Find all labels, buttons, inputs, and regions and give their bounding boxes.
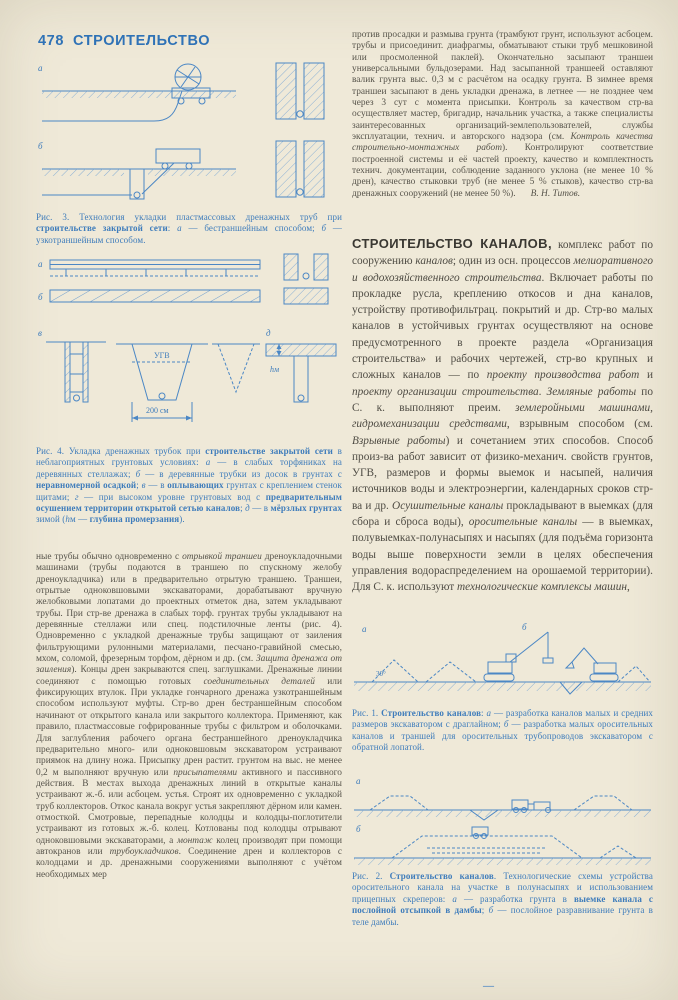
fig4-staging-cross-section bbox=[284, 254, 328, 280]
fig3-label-a: а bbox=[38, 63, 43, 73]
fig4-label-ugv: УГВ bbox=[154, 351, 170, 360]
figure-3 bbox=[36, 57, 342, 209]
fig4-shielded-trench bbox=[46, 342, 106, 402]
print-mark: — bbox=[483, 980, 494, 992]
fig4-label-v: в bbox=[38, 328, 42, 338]
fig1-dragline-excavator bbox=[484, 632, 553, 681]
fig4-label-dim: 200 см bbox=[146, 406, 169, 415]
fig2-drawing bbox=[352, 772, 653, 868]
fig1-caption: Рис. 1. Строительство каналов: а — разработка каналов малых и средних размеров экскаватором с драглайном; б — разработка малых оросительных каналов и траншей для оросительных трубопроводов экскаватором с обратной лопатой. bbox=[352, 708, 654, 753]
article-canal-construction bbox=[352, 236, 653, 596]
fig4-v-ditch bbox=[212, 344, 260, 392]
fig4-predrained-ditch bbox=[116, 344, 208, 422]
fig1-spoil-mounds-left bbox=[372, 660, 476, 682]
fig2-leveling-machine bbox=[472, 827, 488, 839]
fig3-trench-cross-section-b bbox=[276, 141, 324, 197]
article-body: комплекс работ по сооружению каналов; один из осн. процессов мелиоративного и водохозяйственного строительства. Включает работы по прокладке русла, креплению откосов и дна каналов, устройству противофильтрац. покрытий и др. Стр-во малых каналов в устойчивых грунтах осуществляют на основе предусмотренного в проекте раздела «Организация строительства» и рабочих чертежей, стр-во крупных и сложных каналов — по проекту производства работ и проекту организации строительства. Земляные работы по С. к. выполняют преим. землеройными машинами, гидромеханизации средствами, взрывным способом (см. Взрывные работы) и сочетанием этих способов. Способ произ-ва работ зависит от физико-механич. свойств грунтов, УГВ, размеров и формы выемок и насыпей, наличия источников воды и электроэнергии, календарных сроков стр-ва и др. Осушительные каналы прокладывают в выемках (для сбора и сброса воды), оросительные каналы — в выемках, полувыемках-полунасыпях и насыпях (для подъёма горизонта воды выше поверхности земли в целях обеспечения управления водораспределением на орошаемой территории). Для С. к. используют технологические комплексы машин, bbox=[352, 239, 654, 594]
running-title: СТРОИТЕЛЬСТВО bbox=[73, 33, 211, 49]
fig4-label-hm: hм bbox=[270, 365, 280, 374]
fig3-caption: Рис. 3. Технология укладки пластмассовых дренажных труб при строительстве закрытой сети: а — бестраншейным способом; б — узкотраншейным способом. bbox=[36, 212, 342, 245]
left-column-body-text: ные трубы обычно одновременно с отрывкой траншеи дреноукладочными машинами (трубы подаются в траншею по спускному желобу дреноукладчика) или в предварительно отрытую траншею. Траншеи, отрытые одноковшовыми экскаваторами, дорабатывают вручную желобковыми лопатами до проектных отметок дна, затем укладывают трубы. При стр-ве дренажа в слабых торф. грунтах трубы укладывают на деревянные стеллажи или спец. подстилочные ленты (рис. 4). Одновременно с укладкой дренажные трубы защищают от заиления фильтрующими рулонными материалами, песчано-гравийной смесью, мхом, соломой, фрезерным торфом, дёрном и др. (см. Защита дренажа от заиления). Концы дрен закрываются спец. заглушками. Дренажные линии соединяют с помощью готовых соединительных деталей или фиксирующих втулок. При укладке гончарного дренажа узкотраншейным способом используют муфты. Стр-во дрен бестраншейным способом начинают от открытого канала или закрытого коллектора. Применяют, как правило, пластмассовые гофрированные трубы с фильтром и оболочками. Для заглубления рабочего органа бестраншейного дреноукладчика предварительно много- или одноковшовым экскаватором устраивают приямок на длину ножа. Присыпку дрен растит. грунтом на выс. не менее 0,2 м выполняют вручную или присыпателями активного и пассивного действия. В местах выхода дренажных линий в открытые каналы устраивают ж.-б. или асбоцем. устья. Строят их одновременно с укладкой труб коллекторов. Откос канала вокруг устья закрепляют дёрном или камен. отмосткой. Смотровые, перепадные колодцы и колодцы-поглотители устраивают из готовых ж.-б. колец. Котлованы под колодцы отрывают одноковшовыми экскаваторами, а монтаж колец производят при помощи автокранов или трубоукладчиков. Соединение дрен и коллекторов с колодцами и др. дренажными сооружениями выполняют с учётом необходимых мер bbox=[36, 552, 342, 880]
fig4-label-d: д bbox=[266, 328, 271, 338]
fig1-label-a: а bbox=[362, 624, 367, 634]
figure-1 bbox=[352, 618, 653, 708]
fig3-label-b: б bbox=[38, 141, 43, 151]
right-body-rich: против просадки и размыва грунта (трамбуют грунт, используют асбоцем. трубы и присоединит. диафрагмы, обматывают стыки труб мешковиной или просмоленной паклей). Окончательно засыпают траншеи универсальными бульдозерами. Над засыпанной траншеей оставляют валик грунта выс. 0,3 м с расчётом на осадку грунта. В зимнее время траншеи засыпают в день укладки дренажа, в летнее — не позднее чем через 3 сут с момента присыпки. Контроль за качеством стр-ва осуществляет мастер, бригадир, начальник участка, а также специалисты заинтересованных организаций-землепользователей, службы эксплуатации, технич. и авторского надзора (см. Контроль качества строительно-монтажных работ). Контролируют соответствие построенной системы и её частей проекту, качество и комплектность технич. документации, соблюдение заданного уклона (не менее 10 % дрен), качество стыковки труб (не менее 5 % стыков), качество стр-ва дренажных сооружений (не менее 50 %). bbox=[352, 30, 653, 199]
fig4-label-b: б bbox=[38, 292, 43, 302]
fig4-frozen-ground-trench bbox=[266, 344, 336, 402]
fig3-drawing bbox=[36, 57, 342, 209]
author-signature: В. Н. Титов. bbox=[530, 188, 581, 199]
fig1-drawing bbox=[352, 618, 653, 708]
fig2-profile-a bbox=[354, 796, 651, 820]
fig1-backhoe-excavator bbox=[566, 648, 618, 681]
page-header bbox=[38, 33, 210, 49]
fig4-wooden-staging bbox=[50, 260, 260, 276]
page-number: 478 bbox=[38, 33, 64, 49]
fig3-trench-cross-section-a bbox=[276, 63, 324, 119]
fig4-drawing bbox=[36, 252, 342, 444]
fig2-profile-b bbox=[354, 827, 651, 865]
fig2-label-b: б bbox=[356, 824, 361, 834]
fig4-caption: Рис. 4. Укладка дренажных трубок при строительстве закрытой сети в неблагоприятных грунтовых условиях: а — в слабых торфяниках на деревянных стеллажах; б — в деревянные трубки из досок в грунтах с неравномерной осадкой; в — в оплывающих грунтах с креплением стенок щитами; г — при высоком уровне грунтовых вод с предварительным осушением территории открытой сетью каналов; д — в мёрзлых грунтах зимой (hм — глубина промерзания). bbox=[36, 446, 343, 525]
fig1-label-b: б bbox=[522, 622, 527, 632]
fig1-spoil-mound-right bbox=[618, 666, 650, 682]
fig2-label-a: а bbox=[356, 776, 361, 786]
figure-2 bbox=[352, 772, 653, 868]
article-headword: СТРОИТЕЛЬСТВО КАНАЛОВ, bbox=[352, 236, 552, 251]
fig4-plank-pipe bbox=[50, 288, 328, 304]
figure-4 bbox=[36, 252, 342, 444]
fig3-narrow-trench-machine bbox=[42, 149, 236, 199]
right-column-body-text bbox=[352, 30, 653, 200]
fig2-caption: Рис. 2. Строительство каналов. Технологические схемы устройства оросительного канала на участке в полунасыпях и использованием прицепных скреперов: а — разработка грунта в выемке канала с послойной отсыпкой в дамбы; б — послойное разравнивание грунта в теле дамбы. bbox=[352, 871, 654, 927]
fig3-trenchless-machine bbox=[42, 64, 236, 121]
fig4-label-a: а bbox=[38, 259, 43, 269]
fig1-label-angle: 30° bbox=[376, 670, 386, 678]
